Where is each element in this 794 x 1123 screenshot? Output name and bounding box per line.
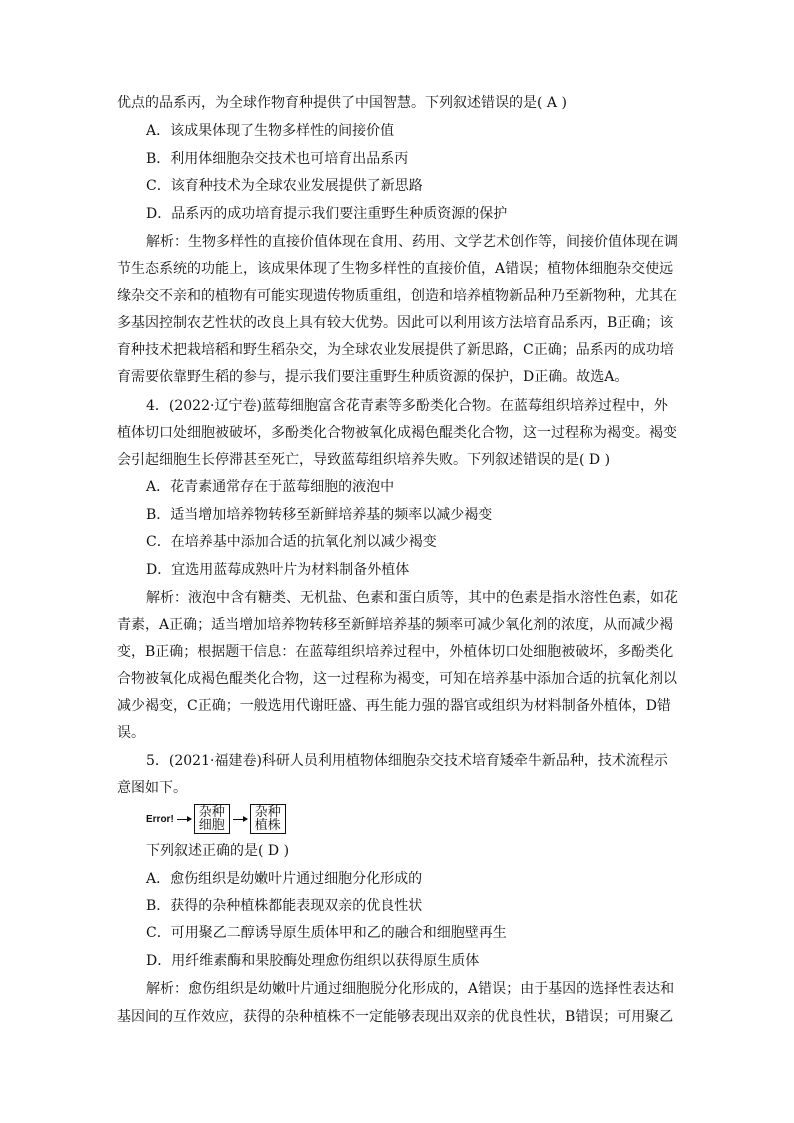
arrow-right-icon [233,819,247,820]
q5-prompt: 下列叙述正确的是( D ) [146,843,290,859]
q4-analysis-line: 变，B正确；根据题干信息：在蓝莓组织培养过程中，外植体切口处细胞被破坏，多酚类化 [117,644,674,660]
q4-option-a: A．花青素通常存在于蓝莓细胞的液泡中 [146,479,395,495]
q3-analysis-line: 解析：生物多样性的直接价值体现在食用、药用、文学艺术创作等，间接价值体现在调 [146,234,678,250]
q3-option-b: B．利用体细胞杂交技术也可培育出品系丙 [146,151,409,167]
box-label: 杂种 [254,805,281,820]
q3-analysis-line: 育种技术把栽培稻和野生稻杂交，为全球农业发展提供了新思路，C正确；品系丙的成功培 [117,342,674,358]
q3-option-d: D．品系丙的成功培育提示我们要注重野生种质资源的保护 [146,206,508,222]
q4-option-c: C．在培养基中添加合适的抗氧化剂以减少褐变 [146,534,437,550]
q5-analysis-line: 基因间的互作效应，获得的杂种植株不一定能够表现出双亲的优良性状，B错误；可用聚乙 [117,1009,674,1025]
q4-analysis-line: 误。 [117,725,145,741]
q5-option-b: B．获得的杂种植株都能表现双亲的优良性状 [146,898,423,914]
box-label: 杂种 [198,805,225,820]
flow-diagram [146,804,286,834]
q3-analysis-line: 节生态系统的功能上，该成果体现了生物多样性的直接价值，A错误；植物体细胞杂交使远 [117,261,674,277]
q3-analysis-line: 育需要依靠野生稻的参与，提示我们要注重野生种质资源的保护，D正确。故选A。 [117,369,629,385]
q5-stem-line: 5．(2021·福建卷)科研人员利用植物体细胞杂交技术培育矮牵牛新品种，技术流程示 [146,753,668,769]
q4-stem-line: 会引起细胞生长停滞甚至死亡，导致蓝莓组织培养失败。下列叙述错误的是( D ) [117,452,611,468]
error-placeholder: Error! [146,813,174,825]
q3-analysis-line: 多基因控制农艺性状的改良上具有较大优势。因此可以利用该方法培育品系丙，B正确；该 [117,315,674,331]
box-label: 植株 [254,818,281,833]
q5-stem-line: 意图如下。 [117,780,187,796]
q4-stem-line: 4．(2022·辽宁卷)蓝莓细胞富含花青素等多酚类化合物。在蓝莓组织培养过程中，外 [146,398,668,414]
box-label: 细胞 [198,818,225,833]
q5-option-d: D．用纤维素酶和果胶酶处理愈伤组织以获得原生质体 [146,953,480,969]
q4-option-b: B．适当增加培养物转移至新鲜培养基的频率以减少褐变 [146,507,493,523]
hybrid-plant-box [250,804,286,834]
q4-analysis-line: 合物被氧化成褐色醌类化合物，这一过程称为褐变，可知在培养基中添加合适的抗氧化剂以 [117,671,677,687]
q3-stem-tail: 优点的品系丙，为全球作物育种提供了中国智慧。下列叙述错误的是( A ) [117,95,567,111]
q3-option-c: C．该育种技术为全球农业发展提供了新思路 [146,178,423,194]
q4-option-d: D．宜选用蓝莓成熟叶片为材料制备外植体 [146,562,410,578]
q4-analysis-line: 解析：液泡中含有糖类、无机盐、色素和蛋白质等，其中的色素是指水溶性色素，如花 [146,590,678,606]
q5-option-a: A．愈伤组织是幼嫩叶片通过细胞分化形成的 [146,871,423,887]
q5-analysis-line: 解析：愈伤组织是幼嫩叶片通过细胞脱分化形成的，A错误；由于基因的选择性表达和 [146,981,675,997]
q5-option-c: C．可用聚乙二醇诱导原生质体甲和乙的融合和细胞壁再生 [146,925,507,941]
q3-option-a: A．该成果体现了生物多样性的间接价值 [146,123,395,139]
q4-analysis-line: 减少褐变，C正确；一般选用代谢旺盛、再生能力强的器官或组织为材料制备外植体，D错 [117,698,671,714]
arrow-right-icon [177,819,191,820]
q4-stem-line: 植体切口处细胞被破坏，多酚类化合物被氧化成褐色醌类化合物，这一过程称为褐变。褐变 [117,425,677,441]
q3-analysis-line: 缘杂交不亲和的植物有可能实现遗传物质重组，创造和培养植物新品种乃至新物种，尤其在 [117,288,677,304]
q4-analysis-line: 青素，A正确；适当增加培养物转移至新鲜培养基的频率可减少氧化剂的浓度，从而减少褐 [117,617,674,633]
hybrid-cell-box [194,804,230,834]
